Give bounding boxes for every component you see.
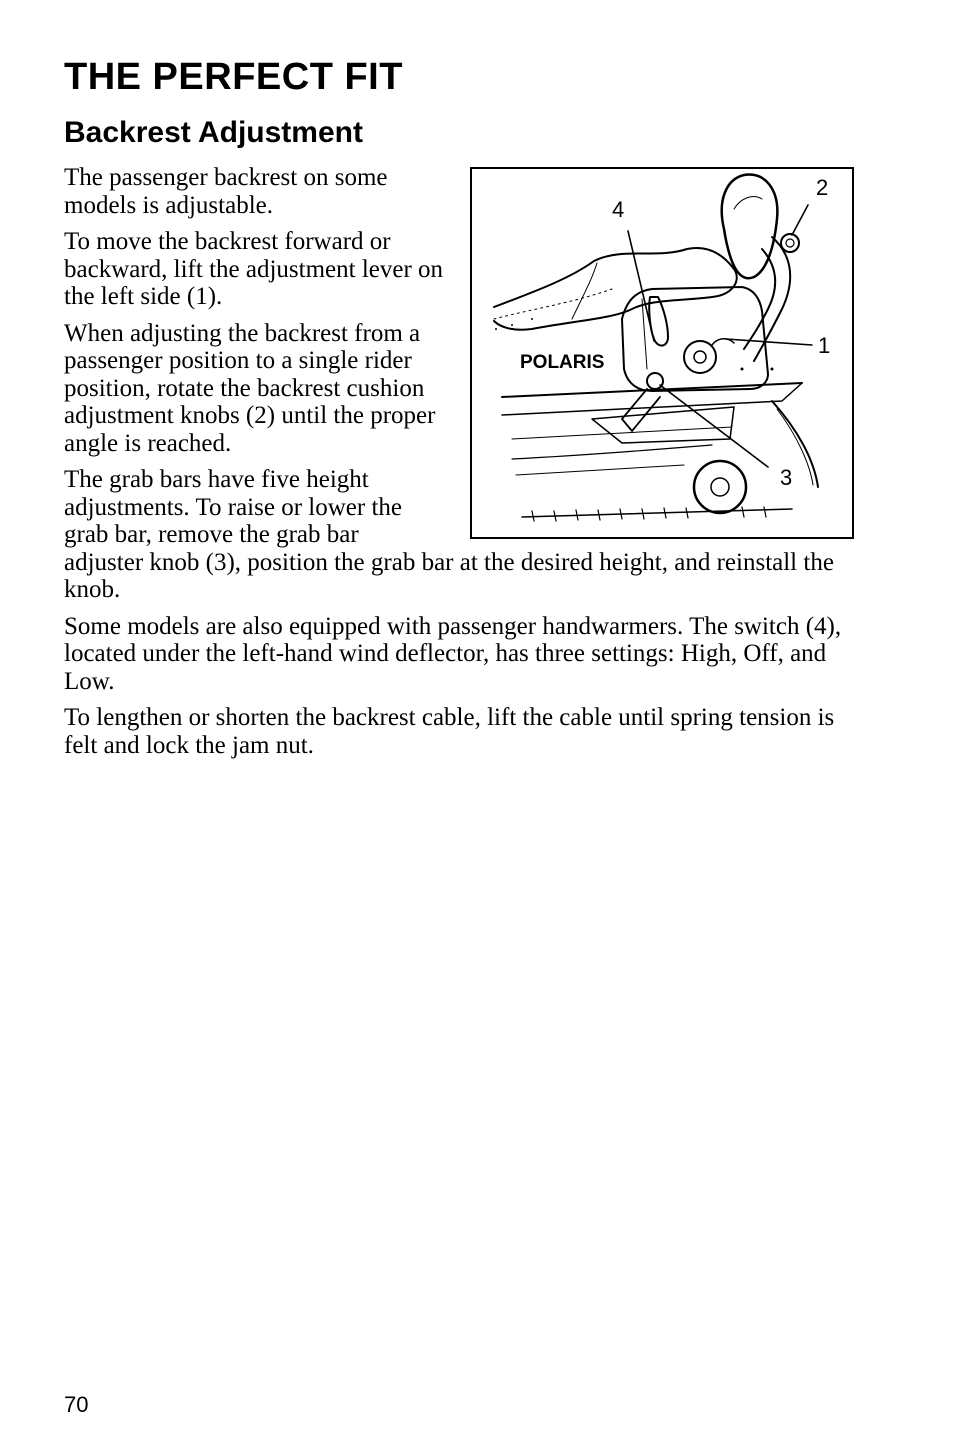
callout-2: 2 [816, 175, 829, 200]
callout-4: 4 [612, 197, 625, 222]
paragraph: Some models are also equipped with passenger handwarmers. The switch (4), located under the left-hand wind deflector, has three settings: High, Off, and Low. [64, 612, 842, 695]
polaris-logo: POLARIS [520, 352, 605, 373]
section-title: Backrest Adjustment [64, 116, 363, 149]
body-text [64, 164, 854, 768]
paragraph: When adjusting the backrest from a passenger position to a single rider position, rotate the backrest cushion adjustment knobs (2) until the proper angle is reached. [64, 319, 436, 457]
page-title: THE PERFECT FIT [64, 56, 403, 98]
snowmobile-backrest-drawing [472, 169, 852, 537]
paragraph: To lengthen or shorten the backrest cable, lift the cable until spring tension is felt and lock the jam nut. [64, 704, 835, 759]
paragraph: The grab bars have five height adjustments. To raise or lower the grab bar, remove the grab bar adjuster knob (3), position the grab bar at the desired height, and reinstall the knob. [64, 466, 834, 603]
callout-3: 3 [780, 465, 793, 490]
page-number: 70 [64, 1392, 89, 1417]
paragraph: The passenger backrest on some models is adjustable. [64, 164, 388, 219]
backrest-illustration [470, 167, 854, 539]
callout-1: 1 [818, 333, 831, 358]
paragraph: To move the backrest forward or backward, lift the adjustment lever on the left side (1). [64, 228, 444, 310]
